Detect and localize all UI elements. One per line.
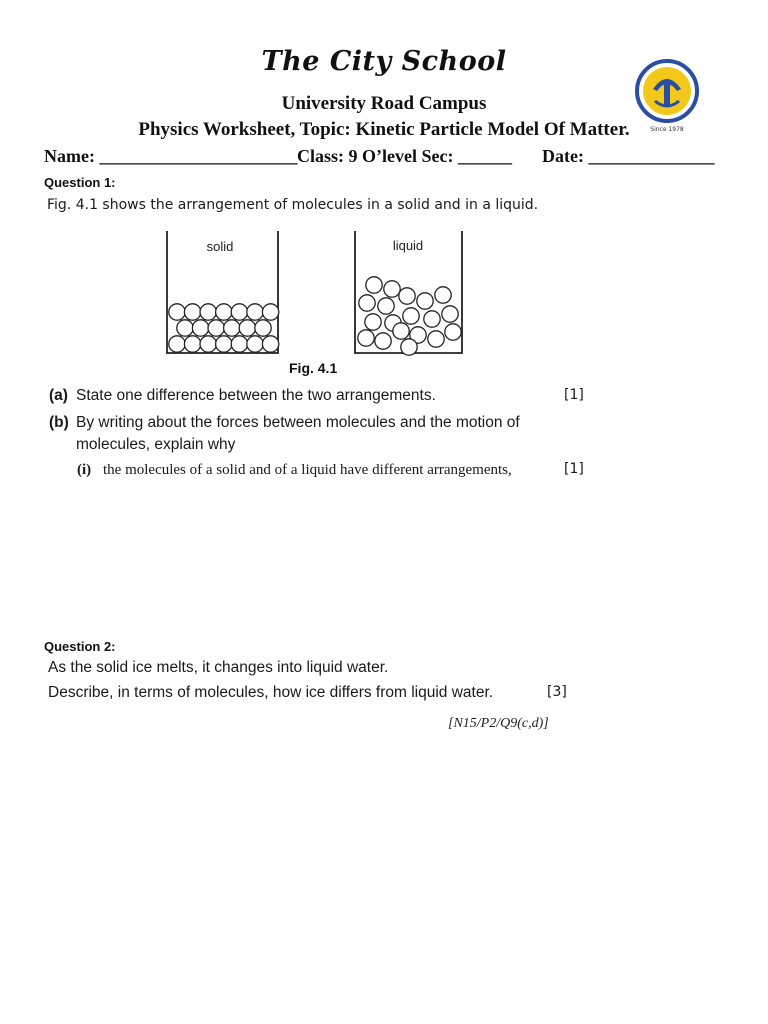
liquid-molecule	[417, 293, 433, 309]
part-bi-label: (i)	[77, 462, 92, 478]
part-bi-text: the molecules of a solid and of a liquid have different arrangements,	[103, 462, 512, 478]
solid-molecule	[184, 304, 200, 320]
liquid-molecule	[401, 339, 417, 355]
solid-molecule	[169, 336, 185, 352]
worksheet-topic: Physics Worksheet, Topic: Kinetic Particle Model Of Matter.	[138, 119, 630, 140]
solid-molecule	[247, 336, 263, 352]
solid-label: solid	[206, 239, 234, 254]
liquid-molecule	[384, 281, 400, 297]
solid-molecule	[231, 304, 247, 320]
solid-molecule	[177, 320, 193, 336]
solid-molecule	[216, 304, 232, 320]
liquid-molecule	[428, 331, 444, 347]
part-a-text: State one difference between the two arrangements.	[76, 387, 436, 404]
name-field[interactable]: Name: ______________________	[44, 146, 298, 166]
part-b-text-line-2: molecules, explain why	[76, 436, 236, 453]
solid-molecule	[216, 336, 232, 352]
solid-molecules	[169, 304, 279, 352]
solid-molecule	[224, 320, 240, 336]
solid-molecule	[262, 336, 278, 352]
liquid-molecule	[399, 288, 415, 304]
question-2-label: Question 2:	[44, 639, 116, 654]
solid-molecule	[208, 320, 224, 336]
part-a-label: (a)	[49, 387, 68, 404]
solid-molecule	[239, 320, 255, 336]
liquid-molecule	[366, 277, 382, 293]
liquid-molecules	[358, 277, 461, 355]
solid-molecule	[169, 304, 185, 320]
solid-molecule	[262, 304, 278, 320]
solid-molecule	[247, 304, 263, 320]
logo-since-text: Since 1978	[650, 126, 684, 133]
liquid-molecule	[393, 323, 409, 339]
solid-molecule	[200, 304, 216, 320]
school-name: The City School	[261, 46, 507, 77]
liquid-molecule	[358, 330, 374, 346]
question-2-line-2: Describe, in terms of molecules, how ice differs from liquid water.	[48, 684, 494, 701]
liquid-molecule	[442, 306, 458, 322]
class-sec-field[interactable]: Class: 9 O’level Sec: ______	[297, 146, 512, 166]
question-reference: [N15/P2/Q9(c,d)]	[448, 716, 549, 731]
solid-molecule	[200, 336, 216, 352]
solid-molecule	[184, 336, 200, 352]
liquid-molecule	[375, 333, 391, 349]
solid-molecule	[231, 336, 247, 352]
liquid-molecule	[359, 295, 375, 311]
campus-name: University Road Campus	[281, 93, 487, 114]
question-1-intro: Fig. 4.1 shows the arrangement of molecules in a solid and in a liquid.	[47, 197, 539, 213]
part-a-mark: [1]	[564, 387, 584, 403]
solid-molecule	[255, 320, 271, 336]
solid-molecule	[192, 320, 208, 336]
liquid-molecule	[445, 324, 461, 340]
date-field[interactable]: Date: ______________	[542, 146, 715, 166]
part-bi-mark: [1]	[564, 461, 584, 477]
question-1-label: Question 1:	[44, 175, 116, 190]
figure-4-1	[160, 226, 470, 360]
liquid-molecule	[435, 287, 451, 303]
liquid-molecule	[378, 298, 394, 314]
liquid-label: liquid	[392, 238, 424, 253]
liquid-molecule	[424, 311, 440, 327]
part-b-text-line-1: By writing about the forces between molecules and the motion of	[76, 414, 520, 431]
question-2-mark: [3]	[547, 684, 567, 700]
liquid-molecule	[403, 308, 419, 324]
question-2-line-1: As the solid ice melts, it changes into liquid water.	[48, 659, 389, 676]
figure-caption: Fig. 4.1	[289, 360, 338, 376]
liquid-molecule	[365, 314, 381, 330]
part-b-label: (b)	[49, 414, 69, 431]
